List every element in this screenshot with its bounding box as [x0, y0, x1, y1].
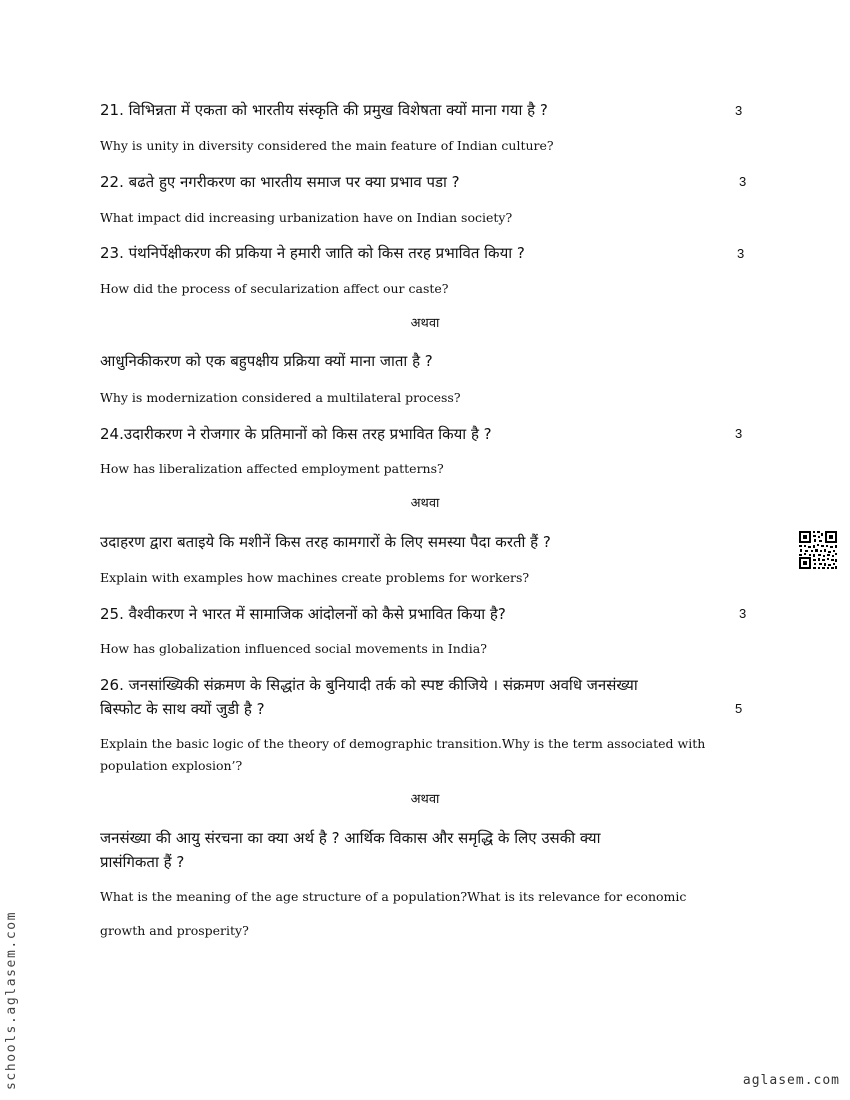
question-26-english-line-2: population explosion’? — [100, 758, 243, 773]
question-24-marks: 3 — [735, 426, 743, 441]
or-separator: अथवा — [410, 496, 440, 511]
question-23-hindi: 23. पंथनिर्पेक्षीकरण की प्रकिया ने हमारी जाति को किस तरह प्रभावित किया ? — [100, 244, 525, 262]
or-separator: अथवा — [410, 792, 440, 807]
question-26-hindi-line-2: बिस्फोट के साथ क्यों जुडी है ? — [100, 700, 265, 718]
qr-code-icon — [798, 530, 838, 570]
question-24-english: How has liberalization affected employment patterns? — [100, 461, 444, 476]
question-26-alt-english-line-2: growth and prosperity? — [100, 923, 249, 938]
question-22-english: What impact did increasing urbanization have on Indian society? — [100, 210, 513, 225]
question-24-alt-hindi: उदाहरण द्वारा बताइये कि मशीनें किस तरह कामगारों के लिए समस्या पैदा करती हैं ? — [100, 533, 551, 551]
question-26-hindi: 26. जनसांख्यिकी संक्रमण के सिद्धांत के बुनियादी तर्क को स्पष्ट कीजिये । संक्रमण अवधि जनसंख्या — [100, 676, 638, 694]
question-23-english: How did the process of secularization affect our caste? — [100, 281, 449, 296]
question-26-alt-hindi: जनसंख्या की आयु संरचना का क्या अर्थ है ? आर्थिक विकास और समृद्धि के लिए उसकी क्या — [100, 829, 601, 847]
question-26-alt-english: What is the meaning of the age structure of a population?What is its relevance for economic — [100, 889, 687, 904]
question-23-marks: 3 — [737, 246, 745, 261]
question-23-alt-hindi: आधुनिकीकरण को एक बहुपक्षीय प्रक्रिया क्यों माना जाता है ? — [100, 352, 433, 370]
question-23-alt-english: Why is modernization considered a multilateral process? — [100, 390, 461, 405]
question-21-marks: 3 — [735, 103, 743, 118]
question-26-marks: 5 — [735, 701, 743, 716]
question-21-hindi: 21. विभिन्नता में एकता को भारतीय संस्कृति की प्रमुख विशेषता क्यों माना गया है ? — [100, 101, 548, 119]
or-separator: अथवा — [410, 316, 440, 331]
question-24-hindi: 24.उदारीकरण ने रोजगार के प्रतिमानों को किस तरह प्रभावित किया है ? — [100, 425, 492, 443]
question-22-marks: 3 — [739, 174, 747, 189]
question-25-english: How has globalization influenced social movements in India? — [100, 641, 487, 656]
question-25-hindi: 25. वैश्वीकरण ने भारत में सामाजिक आंदोलनों को कैसे प्रभावित किया है? — [100, 605, 506, 623]
question-21-english: Why is unity in diversity considered the main feature of Indian culture? — [100, 138, 554, 153]
footer-watermark: aglasem.com — [742, 1073, 840, 1088]
question-26-alt-hindi-line-2: प्रासंगिकता हैं ? — [100, 853, 185, 871]
question-26-english: Explain the basic logic of the theory of demographic transition.Why is the term associated with — [100, 736, 706, 751]
sidebar-watermark: schools.aglasem.com — [4, 910, 19, 1090]
question-22-hindi: 22. बढते हुए नगरीकरण का भारतीय समाज पर क्या प्रभाव पडा ? — [100, 173, 460, 191]
question-25-marks: 3 — [739, 606, 747, 621]
question-24-alt-english: Explain with examples how machines create problems for workers? — [100, 570, 530, 585]
